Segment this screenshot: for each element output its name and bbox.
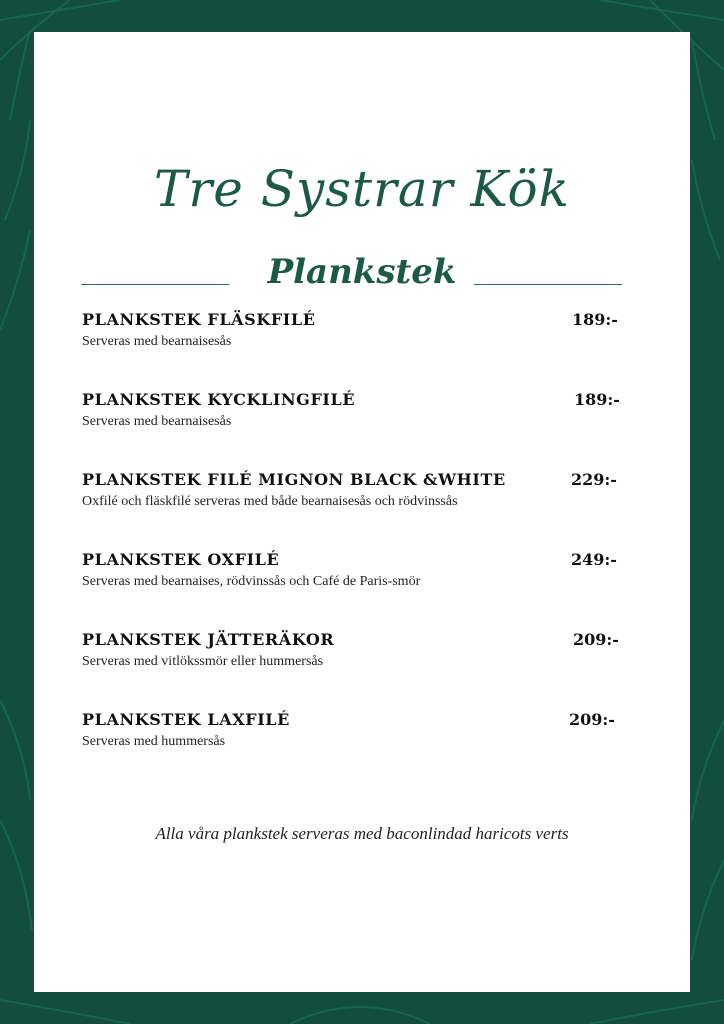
menu-footnote: Alla våra plankstek serveras med baconlindad haricots verts: [155, 824, 569, 843]
menu-item-name: PLANKSTEK KYCKLINGFILÉ: [82, 390, 356, 409]
menu-item: [82, 390, 642, 430]
menu-item: [82, 470, 642, 510]
menu-item-description: Serveras med bearnaises, rödvinssås och Café de Paris-smör: [82, 574, 421, 589]
menu-item-description: Serveras med hummersås: [82, 734, 226, 749]
menu-item-description: Serveras med bearnaisesås: [82, 414, 232, 429]
menu-item-description: Serveras med bearnaisesås: [82, 334, 232, 349]
menu-item-price: 209:-: [573, 630, 619, 649]
menu-item-name: PLANKSTEK FLÄSKFILÉ: [82, 310, 316, 329]
section-title: Plankstek: [267, 252, 457, 292]
menu-item: [82, 630, 642, 670]
menu-item: [82, 550, 642, 590]
menu-item-description: Serveras med vitlökssmör eller hummersås: [82, 654, 324, 669]
menu-item-price: 189:-: [574, 390, 620, 409]
restaurant-name: Tre Systrar Kök: [154, 160, 570, 218]
menu-item-name: PLANKSTEK OXFILÉ: [82, 550, 280, 569]
menu-item: [82, 310, 642, 350]
menu-item-price: 189:-: [572, 310, 618, 329]
menu-item-price: 209:-: [569, 710, 615, 729]
title-divider-right: [474, 284, 622, 285]
menu-card: [34, 32, 690, 992]
menu-item-price: 249:-: [571, 550, 617, 569]
menu-item-price: 229:-: [571, 470, 617, 489]
menu-item-name: PLANKSTEK LAXFILÉ: [82, 710, 290, 729]
menu-item: [82, 710, 642, 750]
menu-item-name: PLANKSTEK FILÉ MIGNON BLACK &WHITE: [82, 470, 506, 489]
menu-item-description: Oxfilé och fläskfilé serveras med både bearnaisesås och rödvinssås: [82, 494, 458, 509]
menu-item-name: PLANKSTEK JÄTTERÄKOR: [82, 630, 335, 649]
